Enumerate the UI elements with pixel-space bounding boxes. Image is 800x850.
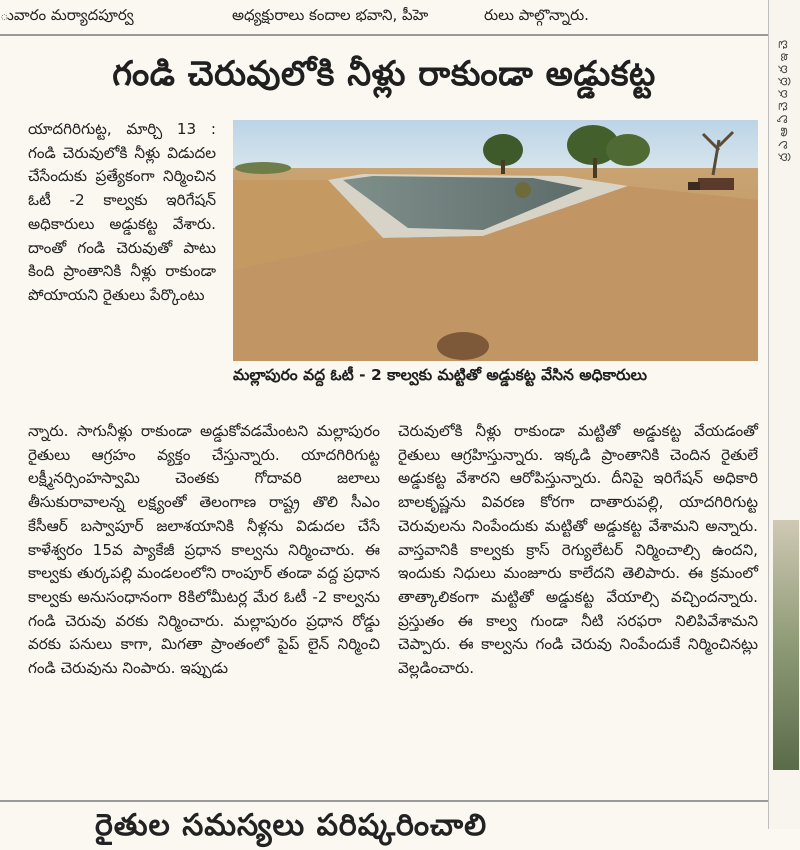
canal-photo (233, 120, 758, 361)
article-headline: గండి చెరువులోకి నీళ్లు రాకుండా అడ్డుకట్ట (112, 54, 656, 94)
previous-article-text-middle: అధ్యక్షురాలు కందాల భవాని, పీహె (232, 6, 429, 24)
news-article (28, 118, 758, 798)
article-column-2: చెరువులోకి నీళ్లు రాకుండా మట్టితో అడ్డుకట్ట వేయడంతో రైతులు ఆగ్రహిస్తున్నారు. ఇక్కడి ప్రాంతానికి చెందిన రైతులే అడ్డుకట్ట వేశారని ఆరోపిస్తున్నారు. దీనిపై ఇరిగేషన్ అధికారి బాలకృష్ణను వివరణ కోరగా దాతారుపల్లి, యాదగిరిగుట్ట చెరువులను నింపేందుకు మట్టితో అడ్డుకట్ట వేశామని అన్నారు. వాస్తవానికి కాల్వకు క్రాస్ రెగ్యులేటర్ నిర్మించాల్సి ఉందని, ఇందుకు నిధులు మంజూరు కాలేదని తెలిపారు. ఈ క్రమంలో తాత్కాలికంగా మట్టితో అడ్డుకట్ట వేయాల్సి వచ్చిందన్నారు. ప్రస్తుతం ఈ కాల్వ గుండా నీటి సరఫరా నిలిపివేశామని చెప్పారు. ఈ కాల్వను గండి చెరువు నింపేందుకే నిర్మించినట్లు వెల్లడించారు. (398, 422, 758, 678)
previous-article-text-right: రులు పాల్గొన్నారు. (484, 6, 589, 24)
adjacent-column (768, 0, 800, 829)
section-divider (0, 800, 768, 802)
adjacent-column-text: ద్ర ఎ ఆ ఏ చె ద ద్ర ద ఇ చె (776, 40, 790, 162)
previous-article-strip (0, 0, 768, 36)
next-article-headline: రైతుల సమస్యలు పరిష్కరించాలి (95, 808, 488, 843)
adjacent-photo (773, 520, 799, 770)
article-column-1: న్నారు. సాగునీళ్లు రాకుండా అడ్డుకోవడమేంటని మల్లాపురం రైతులు ఆగ్రహం వ్యక్తం చేస్తున్నారు. యాదగిరిగుట్ట లక్ష్మీనర్సింహస్వామి చెంతకు గోదావరి జలాలు తీసుకురావాలన్న లక్ష్యంతో తెలంగాణ రాష్ట్ర తొలి సీఎం కేసీఆర్ బస్వాపూర్ జలాశయానికి నీళ్లను విడుదల చేసే కాళేశ్వరం 15వ ప్యాకేజీ ప్రధాన కాల్వను నిర్మించారు. ఈ కాల్వకు తుర్కపల్లి మండలంలోని రాంపూర్ తండా వద్ద ప్రధాన కాల్వకు అనుసంధానంగా 8కిలోమీటర్ల మేర ఓటీ -2 కాల్వను గండి చెరువు వరకు నిర్మించారు. మల్లాపురం ప్రధాన రోడ్డు వరకు పనులు కాగా, మిగతా ప్రాంతంలో పైప్ లైన్ నిర్మించి గండి చెరువును నింపారు. ఇప్పుడు (28, 422, 380, 678)
photo-caption: మల్లాపురం వద్ద ఓటీ - 2 కాల్వకు మట్టితో అడ్డుకట్ట వేసిన అధికారులు (233, 366, 647, 384)
previous-article-text-left: ువారం మర్యాదపూర్వ (0, 6, 134, 24)
article-intro-text: యాదగిరిగుట్ట, మార్చి 13 : గండి చెరువులోకి నీళ్లు విడుదల చేసేందుకు ప్రత్యేకంగా నిర్మించిన ఓటీ -2 కాల్వకు ఇరిగేషన్ అధికారులు అడ్డుకట్ట వేశారు. దాంతో గండి చెరువుతో పాటు కింది ప్రాంతానికి నీళ్లు రాకుండా పోయాయని రైతులు పేర్కొంటు (28, 120, 216, 304)
